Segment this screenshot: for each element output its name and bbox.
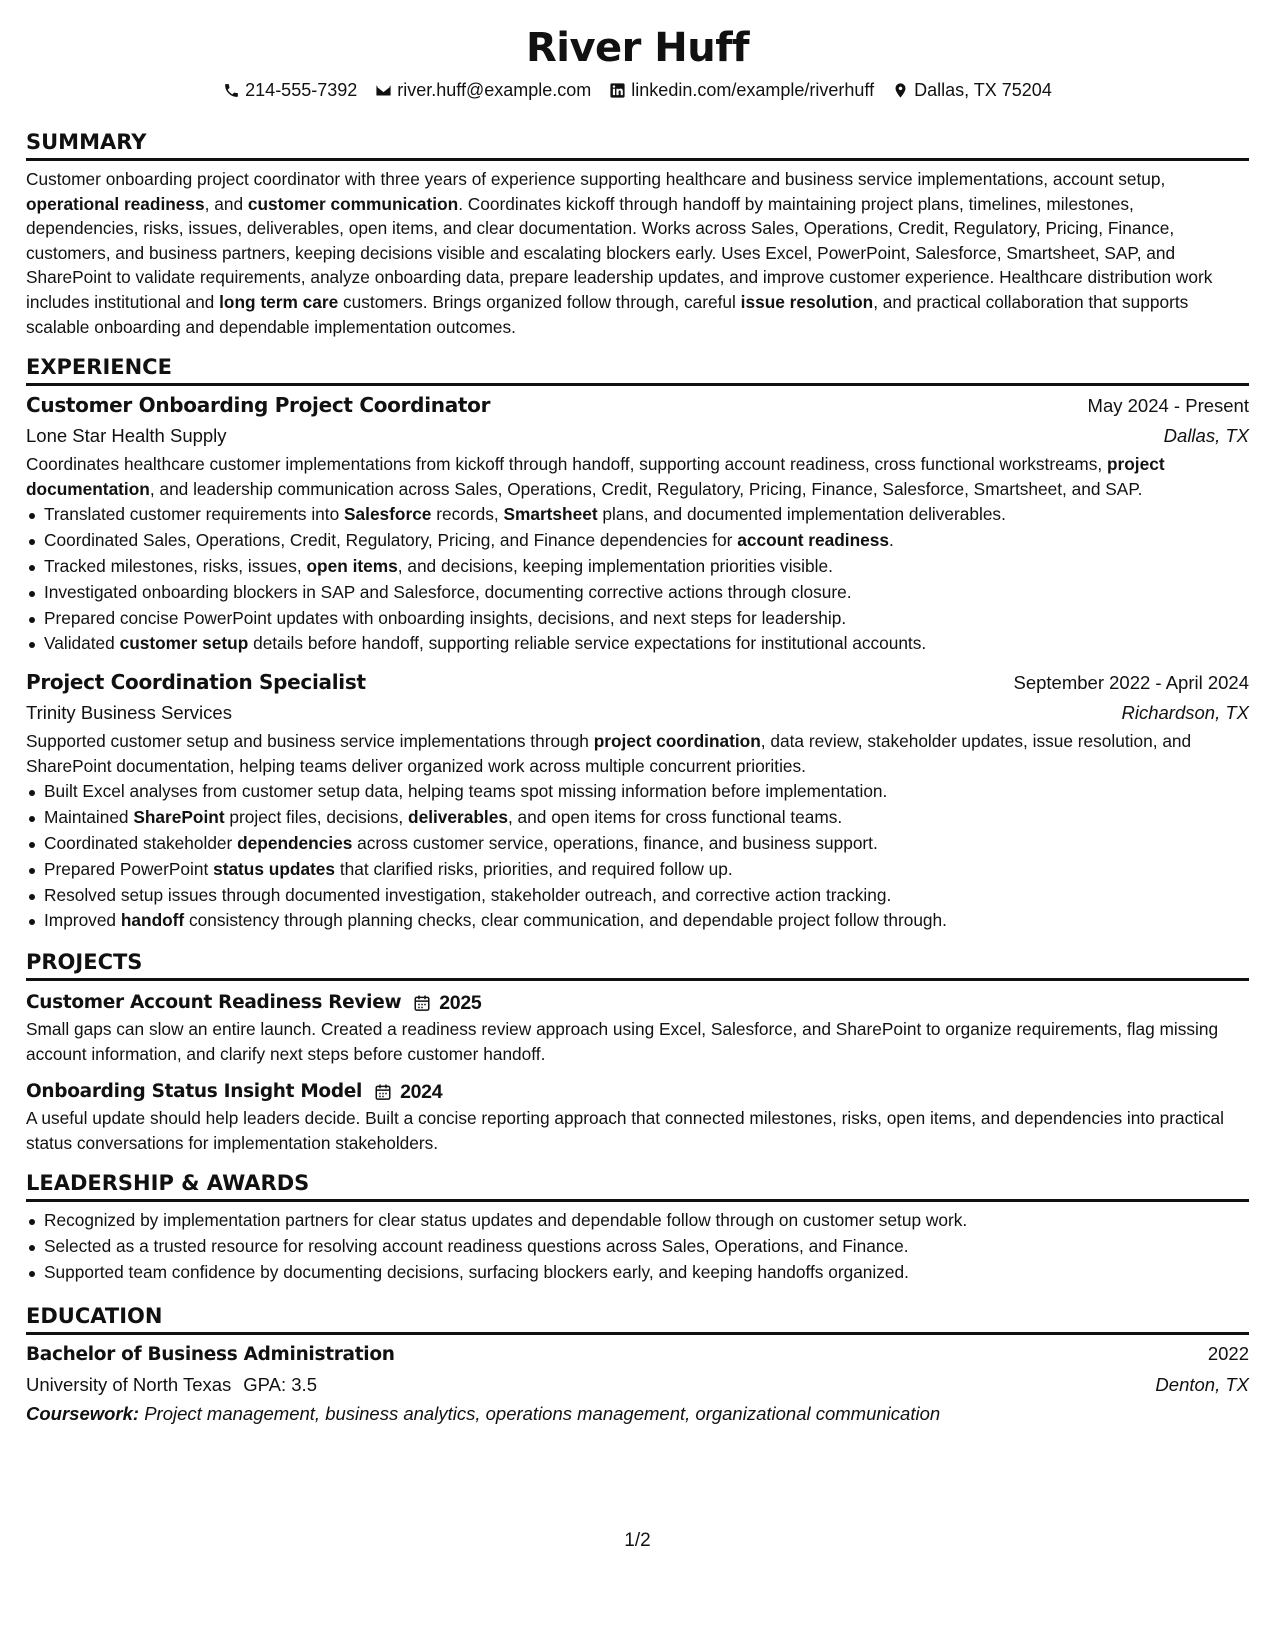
phone-text: 214-555-7392: [245, 80, 358, 100]
list-item: Tracked milestones, risks, issues, open items, and decisions, keeping implementation priorities visible.: [26, 554, 1249, 580]
page-number: 1/2: [624, 1530, 651, 1551]
contact-phone[interactable]: [223, 78, 357, 102]
email-text: river.huff@example.com: [397, 80, 592, 100]
job-bullets: [26, 502, 1249, 657]
summary-section: [26, 128, 1249, 339]
job-entry: [26, 667, 1249, 934]
resume-page: [26, 22, 1249, 1428]
project-description: A useful update should help leaders decide. Built a concise reporting approach that connected milestones, risks, open items, and dependencies into practical status conversations for implementation stakeholders.: [26, 1108, 1224, 1153]
list-item: Validated customer setup details before handoff, supporting reliable service expectations for institutional accounts.: [26, 631, 1249, 657]
projects-section: [26, 948, 1249, 1155]
location-text: Dallas, TX 75204: [914, 80, 1052, 100]
job-title: Customer Onboarding Project Coordinator: [26, 393, 491, 418]
envelope-icon: [375, 82, 392, 99]
summary-text: Customer onboarding project coordinator with three years of experience supporting healthcare and business service implementations, account setup, operational readiness, and customer communication. Coordinates kickoff through handoff by maintaining project plans, timelines, milestones, dependencies, risks, issues, deliverables, open items, and clear documentation. Works across Sales, Operations, Credit, Regulatory, Pricing, Finance, customers, and business partners, keeping decisions visible and escalating blockers early. Uses Excel, PowerPoint, Salesforce, Smartsheet, SAP, and SharePoint to validate requirements, analyze onboarding data, prepare leadership updates, and improve customer experience. Healthcare distribution work includes institutional and long term care customers. Brings organized follow through, careful issue resolution, and practical collaboration that supports scalable onboarding and dependable implementation outcomes.: [26, 169, 1213, 337]
candidate-name: River Huff: [525, 25, 750, 71]
project-entry: [26, 989, 1249, 1066]
job-bullets: [26, 779, 1249, 934]
contact-linkedin[interactable]: [609, 78, 874, 102]
job-location: Richardson, TX: [1121, 702, 1249, 724]
job-title: Project Coordination Specialist: [26, 670, 366, 695]
graduation-year: 2022: [1207, 1342, 1249, 1364]
list-item: Prepared PowerPoint status updates that clarified risks, priorities, and required follow up.: [26, 857, 1249, 883]
contact-bar: [26, 78, 1249, 102]
contact-location: [892, 78, 1052, 102]
school-line: [26, 1370, 317, 1400]
map-pin-icon: [892, 82, 909, 99]
list-item: Resolved setup issues through documented investigation, stakeholder outreach, and corrective action tracking.: [26, 883, 1249, 909]
job-dates: May 2024 - Present: [1087, 395, 1249, 417]
coursework: [26, 1400, 1249, 1428]
list-item: Improved handoff consistency through planning checks, clear communication, and dependable project follow through.: [26, 908, 1249, 934]
list-item: Coordinated stakeholder dependencies across customer service, operations, finance, and business support.: [26, 831, 1249, 857]
section-title: SUMMARY: [26, 128, 1249, 161]
school-name: University of North Texas: [26, 1373, 232, 1395]
section-title: LEADERSHIP & AWARDS: [26, 1169, 1249, 1202]
school-location: Denton, TX: [1155, 1373, 1249, 1395]
phone-icon: [223, 82, 240, 99]
linkedin-text: linkedin.com/example/riverhuff: [631, 80, 875, 100]
degree-name: Bachelor of Business Administration: [26, 1343, 395, 1365]
list-item: Coordinated Sales, Operations, Credit, Regulatory, Pricing, and Finance dependencies for account readiness.: [26, 528, 1249, 554]
list-item: Built Excel analyses from customer setup data, helping teams spot missing information before implementation.: [26, 779, 1249, 805]
experience-section: [26, 353, 1249, 934]
contact-email[interactable]: [375, 78, 591, 102]
list-item: Supported team confidence by documenting decisions, surfacing blockers early, and keeping handoffs organized.: [26, 1260, 1249, 1286]
section-title: EXPERIENCE: [26, 353, 1249, 386]
project-year: 2024: [400, 1081, 443, 1104]
section-title: PROJECTS: [26, 948, 1249, 981]
list-item: Recognized by implementation partners for clear status updates and dependable follow through on customer setup work.: [26, 1208, 1249, 1234]
job-description: Supported customer setup and business service implementations through project coordination, data review, stakeholder updates, issue resolution, and SharePoint documentation, helping teams deliver organized work across multiple concurrent priorities.: [26, 731, 1192, 776]
gpa: GPA: 3.5: [243, 1373, 317, 1395]
calendar-icon: [374, 1083, 392, 1101]
coursework-text: Project management, business analytics, operations management, organizational communication: [139, 1402, 941, 1424]
list-item: Maintained SharePoint project files, decisions, deliverables, and open items for cross functional teams.: [26, 805, 1249, 831]
list-item: Investigated onboarding blockers in SAP and Salesforce, documenting corrective actions through closure.: [26, 580, 1249, 606]
project-title: Onboarding Status Insight Model: [26, 1081, 363, 1103]
project-year: 2025: [439, 992, 482, 1015]
company-name: Lone Star Health Supply: [26, 425, 227, 447]
job-entry: [26, 390, 1249, 657]
job-location: Dallas, TX: [1163, 425, 1249, 447]
job-description: Coordinates healthcare customer implementations from kickoff through handoff, supporting account readiness, cross functional workstreams, project documentation, and leadership communication across Sales, Operations, Credit, Regulatory, Pricing, Finance, Salesforce, Smartsheet, and SAP.: [26, 454, 1165, 499]
list-item: Selected as a trusted resource for resolving account readiness questions across Sales, Operations, and Finance.: [26, 1234, 1249, 1260]
job-dates: September 2022 - April 2024: [1013, 672, 1249, 694]
list-item: Prepared concise PowerPoint updates with onboarding insights, decisions, and next steps for leadership.: [26, 606, 1249, 632]
linkedin-icon: [609, 82, 626, 99]
list-item: Translated customer requirements into Salesforce records, Smartsheet plans, and documented implementation deliverables.: [26, 502, 1249, 528]
calendar-icon: [413, 994, 431, 1012]
project-entry: [26, 1078, 1249, 1155]
project-description: Small gaps can slow an entire launch. Created a readiness review approach using Excel, Salesforce, and SharePoint to organize requirements, flag missing account information, and clarify next steps before customer handoff.: [26, 1019, 1219, 1064]
leadership-section: [26, 1169, 1249, 1285]
education-section: [26, 1302, 1249, 1428]
company-name: Trinity Business Services: [26, 702, 232, 724]
project-title: Customer Account Readiness Review: [26, 992, 402, 1014]
section-title: EDUCATION: [26, 1302, 1249, 1335]
coursework-label: Coursework:: [26, 1402, 140, 1424]
leadership-list: [26, 1208, 1249, 1285]
